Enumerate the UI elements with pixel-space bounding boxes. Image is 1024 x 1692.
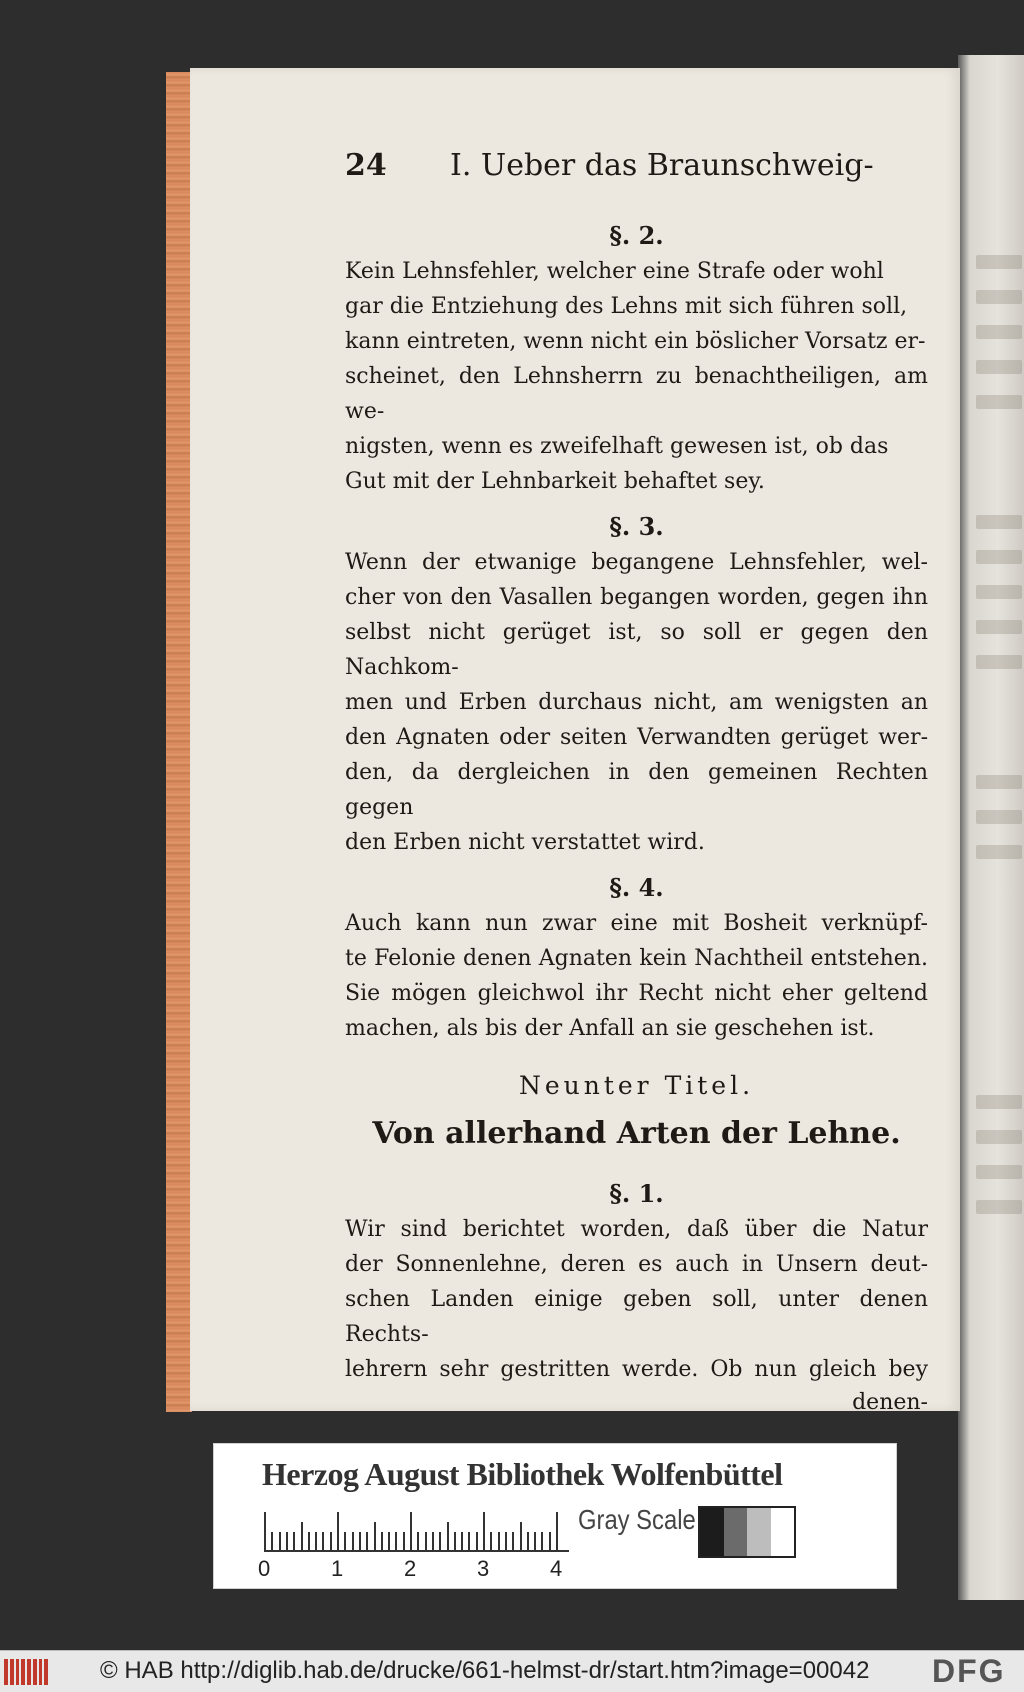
paragraph (345, 906, 928, 1046)
adjacent-text-fragment (976, 1165, 1022, 1179)
ruler-tick (410, 1512, 412, 1552)
text-line: schen Landen einige geben soll, unter denen Rechts- (345, 1287, 928, 1347)
gray-swatch (700, 1508, 724, 1556)
adjacent-text-fragment (976, 550, 1022, 564)
gray-scale-swatches (698, 1506, 796, 1558)
hab-logo-icon (4, 1659, 48, 1685)
text-line: Auch kann nun zwar eine mit Bosheit verknüpf- (345, 911, 928, 936)
ruler-tick (359, 1532, 361, 1552)
ruler-tick (315, 1532, 317, 1552)
chapter-title: Neunter Titel. (518, 1071, 755, 1100)
adjacent-text-fragment (976, 585, 1022, 599)
ruler-tick (454, 1532, 456, 1552)
adjacent-text-fragment (976, 655, 1022, 669)
ruler-tick (403, 1532, 405, 1552)
ruler-tick (322, 1532, 324, 1552)
adjacent-text-fragment (976, 325, 1022, 339)
text-line: lehrern sehr gestritten werde. Ob nun gleich bey (345, 1357, 928, 1382)
gray-swatch (771, 1508, 795, 1556)
text-line: den Agnaten oder seiten Verwandten gerüget wer- (345, 725, 928, 750)
ruler-tick (286, 1532, 288, 1552)
section-2 (345, 218, 928, 499)
copyright-link[interactable]: © HAB http://diglib.hab.de/drucke/661-helmst-dr/start.htm?image=00042 (100, 1657, 870, 1684)
ruler-tick (366, 1532, 368, 1552)
chapter-subtitle: Von allerhand Arten der Lehne. (372, 1116, 901, 1151)
ruler-number: 2 (404, 1556, 417, 1581)
section-mark: §. 3. (609, 512, 664, 541)
text-line: der Sonnenlehne, deren es auch in Unsern deut- (345, 1252, 928, 1277)
text-line: Sie mögen gleichwol ihr Recht nicht eher geltend (345, 981, 928, 1006)
adjacent-page-strip (958, 55, 1024, 1600)
text-line: cher von den Vasallen begangen worden, gegen ihn (345, 585, 928, 610)
paragraph (345, 254, 928, 499)
footer-bar (0, 1650, 1024, 1692)
ruler-tick (279, 1532, 281, 1552)
adjacent-text-fragment (976, 845, 1022, 859)
gray-swatch (724, 1508, 748, 1556)
ruler-tick (527, 1532, 529, 1552)
ruler-tick (271, 1532, 273, 1552)
ruler-tick (330, 1532, 332, 1552)
ruler-tick (388, 1532, 390, 1552)
ruler-tick (374, 1522, 376, 1552)
text-line: kann eintreten, wenn nicht ein böslicher Vorsatz er- (345, 329, 926, 354)
ruler-tick (447, 1522, 449, 1552)
text-line: nigsten, wenn es zweifelhaft gewesen ist, ob das (345, 434, 889, 459)
ruler-tick (293, 1532, 295, 1552)
section-1 (345, 1176, 928, 1419)
section-4 (345, 870, 928, 1046)
text-line: den Erben nicht verstattet wird. (345, 830, 705, 855)
page-content (345, 148, 928, 1419)
ruler-tick (308, 1532, 310, 1552)
section-mark: §. 4. (609, 873, 664, 902)
text-line: Kein Lehnsfehler, welcher eine Strafe oder wohl (345, 259, 884, 284)
section-3 (345, 509, 928, 860)
text-line: Wenn der etwanige begangene Lehnsfehler, wel- (345, 550, 928, 575)
color-reference-card (213, 1443, 897, 1589)
section-mark: §. 1. (609, 1179, 664, 1208)
adjacent-text-fragment (976, 1200, 1022, 1214)
text-line: Wir sind berichtet worden, daß über die Natur (345, 1217, 928, 1242)
ruler-tick (468, 1532, 470, 1552)
gray-swatch (747, 1508, 771, 1556)
ruler-tick (301, 1522, 303, 1552)
text-line: machen, als bis der Anfall an sie geschehen ist. (345, 1016, 875, 1041)
paragraph (345, 545, 928, 860)
ruler-tick (461, 1532, 463, 1552)
adjacent-text-fragment (976, 290, 1022, 304)
ruler-tick (344, 1532, 346, 1552)
text-line: scheinet, den Lehnsherrn zu benachtheiligen, am we- (345, 364, 928, 424)
ruler-tick (534, 1532, 536, 1552)
catchword: denen- (852, 1390, 928, 1415)
ruler-tick (439, 1532, 441, 1552)
ruler-number: 3 (477, 1556, 490, 1581)
ruler-number: 0 (258, 1556, 271, 1581)
ruler-tick (541, 1532, 543, 1552)
ruler-tick (432, 1532, 434, 1552)
ruler-tick (512, 1532, 514, 1552)
section-mark: §. 2. (609, 221, 664, 250)
adjacent-text-fragment (976, 360, 1022, 374)
text-line: te Felonie denen Agnaten kein Nachtheil entstehen. (345, 946, 928, 971)
measurement-ruler (264, 1510, 569, 1552)
ruler-tick (381, 1532, 383, 1552)
adjacent-text-fragment (976, 395, 1022, 409)
ruler-tick (483, 1512, 485, 1552)
ruler-tick (476, 1532, 478, 1552)
dfg-logo: DFG (932, 1653, 1006, 1689)
page-edge (166, 72, 192, 1412)
text-line: men und Erben durchaus nicht, am wenigsten an (345, 690, 928, 715)
book-page (190, 68, 960, 1415)
ruler-number: 4 (550, 1556, 563, 1581)
adjacent-text-fragment (976, 1130, 1022, 1144)
adjacent-text-fragment (976, 620, 1022, 634)
running-head (345, 148, 928, 194)
ruler-tick (498, 1532, 500, 1552)
ruler-tick (395, 1532, 397, 1552)
ruler-tick (417, 1532, 419, 1552)
library-name: Herzog August Bibliothek Wolfenbüttel (262, 1456, 783, 1492)
ruler-tick (556, 1512, 558, 1552)
running-title: I. Ueber das Braunschweig- (450, 148, 874, 183)
text-line: Gut mit der Lehnbarkeit behaftet sey. (345, 469, 765, 494)
ruler-tick (425, 1532, 427, 1552)
paragraph (345, 1212, 928, 1387)
gray-scale-label: Gray Scale (578, 1504, 696, 1535)
text-line: den, da dergleichen in den gemeinen Rechten gegen (345, 760, 928, 820)
adjacent-text-fragment (976, 775, 1022, 789)
ruler-tick (520, 1522, 522, 1552)
ruler-number: 1 (331, 1556, 344, 1581)
ruler-tick (490, 1532, 492, 1552)
ruler-tick (337, 1512, 339, 1552)
adjacent-text-fragment (976, 1095, 1022, 1109)
adjacent-text-fragment (976, 515, 1022, 529)
text-line: gar die Entziehung des Lehns mit sich führen soll, (345, 294, 908, 319)
text-line: selbst nicht gerüget ist, so soll er gegen den Nachkom- (345, 620, 928, 680)
ruler-tick (352, 1532, 354, 1552)
ruler-tick (505, 1532, 507, 1552)
ruler-tick (549, 1532, 551, 1552)
adjacent-text-fragment (976, 255, 1022, 269)
ruler-tick (264, 1512, 266, 1552)
page-number: 24 (345, 148, 387, 183)
adjacent-text-fragment (976, 810, 1022, 824)
